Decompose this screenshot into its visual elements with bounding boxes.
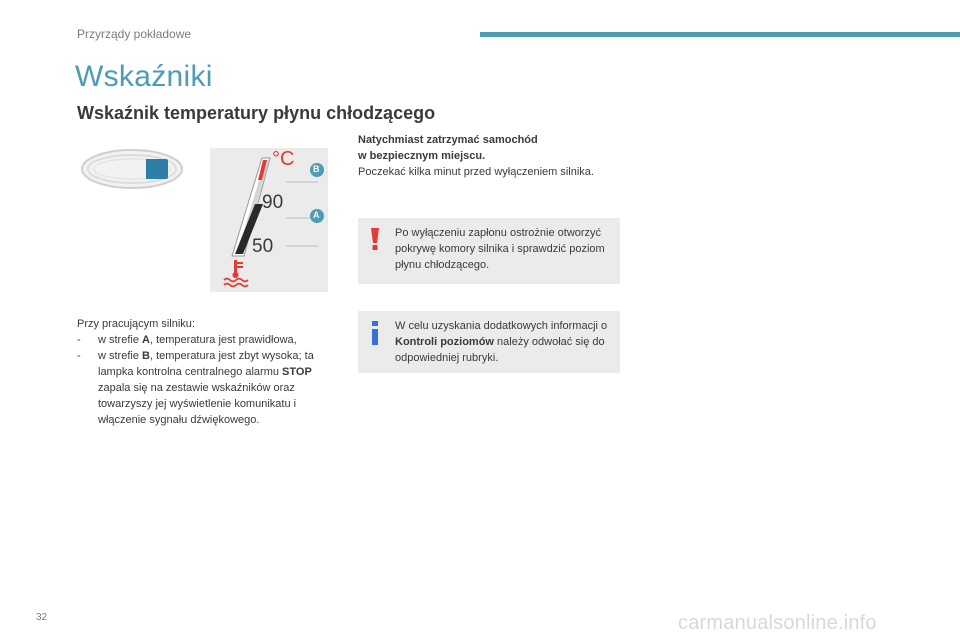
gauge-zone-b-label: B [313, 164, 320, 174]
temperature-gauge-panel [210, 148, 328, 292]
watermark: carmanualsonline.info [678, 612, 877, 634]
warning-text: Po wyłączeniu zapłonu ostrożnie otworzyć pokrywę komory silnika i sprawdzić poziom płynu chłodzącego. [395, 227, 605, 271]
list-dash: - [77, 350, 81, 362]
wait-instruction: Poczekać kilka minut przed wyłączeniem silnika. [358, 166, 594, 178]
list-item: - w strefie B, temperatura jest zbyt wysoka; ta lampka kontrolna centralnego alarmu STOP zapala się na zestawie wskaźników oraz towarzyszy jej wyświetlenie komunikatu i włączenie sygnału dźwiękowego. [77, 350, 314, 426]
intro-text: Przy pracującym silniku: [77, 318, 195, 330]
zone-b-bold: B [142, 350, 150, 362]
stop-bold: STOP [282, 366, 312, 378]
stop-instruction-bold-1: Natychmiast zatrzymać samochód [358, 134, 538, 146]
list-dash: - [77, 334, 81, 346]
stop-instructions [358, 132, 618, 180]
page-number: 32 [36, 612, 48, 623]
exclamation-icon [368, 228, 382, 252]
engine-running-description [77, 316, 337, 428]
gauge-unit-label: °C [272, 148, 295, 170]
page-title: Wskaźniki [75, 60, 213, 93]
stop-instruction-bold-2: w bezpiecznym miejscu. [358, 150, 486, 162]
info-text: W celu uzyskania dodatkowych informacji o Kontroli poziomów należy odwołać się do odpowiedniej rubryki. [395, 320, 608, 364]
gauge-high-label: 90 [262, 192, 284, 213]
section-title: Przyrządy pokładowe [77, 27, 192, 41]
levels-check-bold: Kontroli poziomów [395, 336, 494, 348]
coolant-temperature-warning-icon [224, 260, 248, 287]
dashboard-gauge-thumbnail [80, 148, 188, 190]
info-icon [368, 321, 382, 345]
warning-box [358, 218, 620, 284]
gauge-zone-a-label: A [313, 210, 320, 220]
info-box [358, 311, 620, 373]
header-accent-bar [480, 32, 960, 37]
zone-a-bold: A [142, 334, 150, 346]
gauge-low-label: 50 [252, 236, 274, 257]
section-subtitle: Wskaźnik temperatury płynu chłodzącego [77, 103, 436, 123]
list-item: - w strefie A, temperatura jest prawidłowa, [77, 334, 297, 346]
